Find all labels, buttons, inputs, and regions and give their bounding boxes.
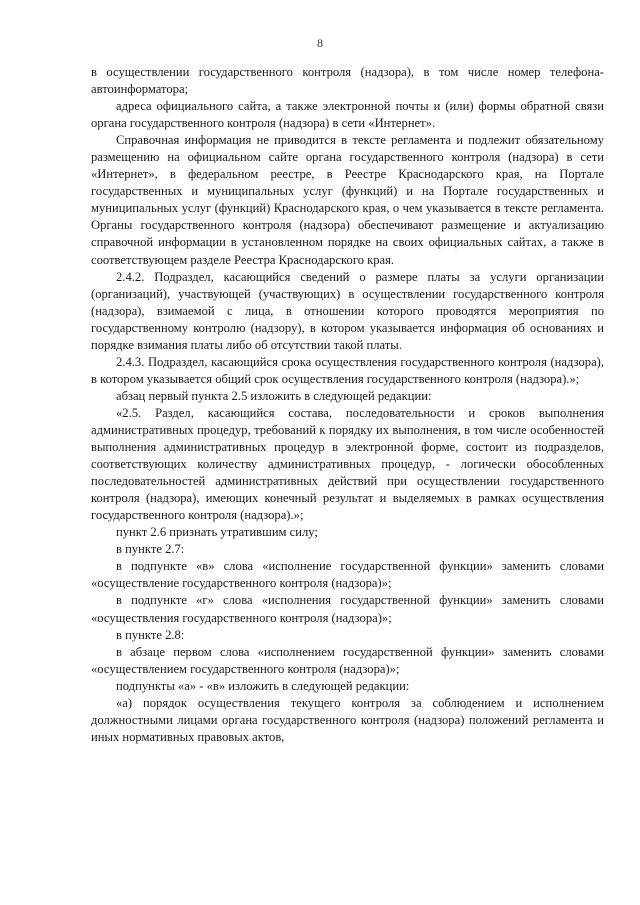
paragraph: Справочная информация не приводится в тексте регламента и подлежит обязательному размещению на официальном сайте органа государственного контроля (надзора) в сети «Интернет», в федеральном реестре, в Реестре Краснодарского края, на Портале государственных и муниципальных услуг (функций) и на Портале государственных и муниципальных услуг (функций) Краснодарского края, о чем указывается в тексте регламента. Органы государственного контроля (надзора) обеспечивают размещение и актуализацию справочной информации в установленном порядке на своих официальных сайтах, а также в соответствующем разделе Реестра Краснодарского края.: [91, 133, 604, 267]
paragraph: 2.4.3. Подраздел, касающийся срока осуществления государственного контроля (надзора), в котором указывается общий срок осуществления государственного контроля (надзора).»;: [91, 354, 604, 386]
page-number: 8: [317, 36, 323, 50]
paragraph: в подпункте «г» слова «исполнения государственной функции» заменить словами «осуществления государственного контроля (надзора)»;: [91, 593, 604, 625]
paragraph: 2.4.2. Подраздел, касающийся сведений о размере платы за услуги организации (организаций), участвующей (участвующих) в осуществлении государственного контроля (надзора), взимаемой с лица, в отношении которого проводятся мероприятия по государственному контролю (надзору), в котором указывается информация об основаниях и порядке взимания платы либо об отсутствии такой платы.: [91, 269, 604, 352]
paragraph: в пункте 2.8:: [116, 627, 185, 642]
paragraph: «а) порядок осуществления текущего контроля за соблюдением и исполнением должностными лицами органа государственного контроля (надзора) положений регламента и иных нормативных правовых актов,: [91, 695, 604, 744]
paragraph: «2.5. Раздел, касающийся состава, последовательности и сроков выполнения административных процедур, требований к порядку их выполнения, в том числе особенностей выполнения административных процедур в электронной форме, состоит из подразделов, соответствующих количеству административных процедур, - логически обособленных последовательностей административных действий при осуществлении государственного контроля (надзора), имеющих конечный результат и выделяемых в рамках осуществления государственного контроля (надзора).»;: [91, 405, 604, 523]
document-body: [91, 64, 604, 746]
paragraph: в абзаце первом слова «исполнением государственной функции» заменить словами «осуществлением государственного контроля (надзора)»;: [91, 644, 604, 676]
paragraph: в осуществлении государственного контроля (надзора), в том числе номер телефона-автоинформатора;: [91, 65, 604, 97]
paragraph: подпункты «а» - «в» изложить в следующей редакции:: [116, 678, 410, 693]
paragraph: пункт 2.6 признать утратившим силу;: [116, 525, 318, 540]
paragraph: адреса официального сайта, а также электронной почты и (или) формы обратной связи органа государственного контроля (надзора) в сети «Интернет».: [91, 99, 604, 131]
paragraph: абзац первый пункта 2.5 изложить в следующей редакции:: [116, 388, 432, 403]
paragraph: в подпункте «в» слова «исполнение государственной функции» заменить словами «осуществление государственного контроля (надзора)»;: [91, 559, 604, 591]
paragraph: в пункте 2.7:: [116, 542, 185, 557]
